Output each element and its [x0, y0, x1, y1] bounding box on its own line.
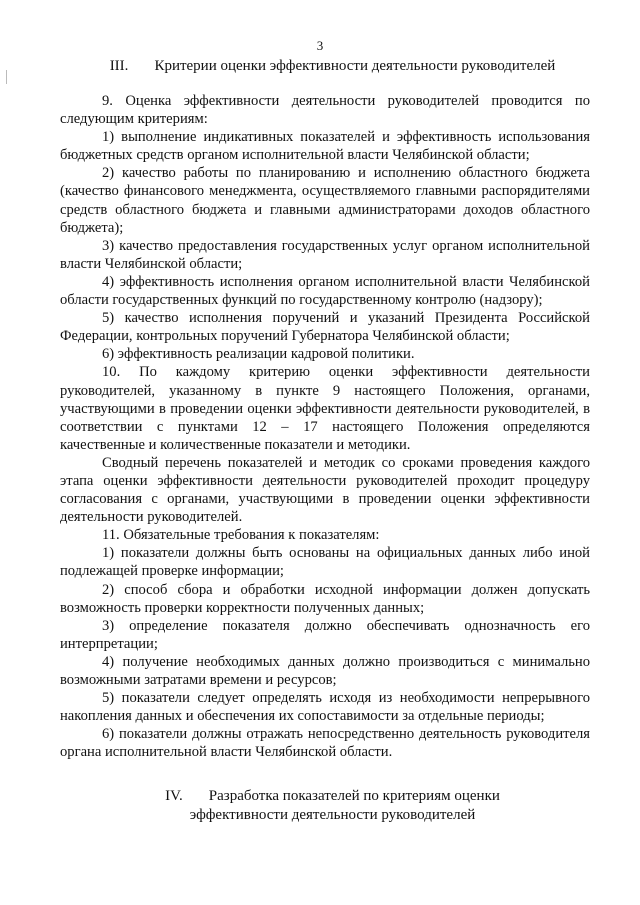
section-3-title: Критерии оценки эффективности деятельности руководителей [154, 58, 556, 74]
section-3-heading [60, 57, 605, 76]
paragraph-summary-list: Сводный перечень показателей и методик со сроками проведения каждого этапа оценки эффективности деятельности руководителей проходит процедуру согласования с органами, участвующими в проведении оценки эффективности деятельности руководителей. [60, 454, 590, 526]
criterion-6: 6) эффективность реализации кадровой политики. [102, 346, 415, 363]
paragraph-9: 9. Оценка эффективности деятельности руководителей проводится по следующим критериям: [60, 93, 590, 128]
requirement-4: 4) получение необходимых данных должно производиться с минимально возможными затратами времени и ресурсов; [60, 653, 590, 688]
section-3-numeral: III. [109, 58, 129, 74]
criterion-2: 2) качество работы по планированию и исполнению областного бюджета (качество финансового менеджмента, осуществляемого главными распорядителями средств областного бюджета и главными администраторами доходов областного бюджета); [60, 165, 590, 236]
criterion-4: 4) эффективность исполнения органом исполнительной власти Челябинской области государственных функций по государственному контролю (надзору); [60, 273, 590, 309]
section-4-title-line-2: эффективности деятельности руководителей [189, 807, 476, 823]
requirement-3: 3) определение показателя должно обеспечивать однозначность его интерпретации; [60, 617, 590, 652]
requirement-6: 6) показатели должны отражать непосредственно деятельность руководителя органа исполнительной власти Челябинской области. [60, 726, 590, 761]
document-body [60, 92, 590, 761]
scan-margin-mark [6, 70, 7, 84]
paragraph-11: 11. Обязательные требования к показателям: [102, 527, 380, 544]
criterion-1: 1) выполнение индикативных показателей и эффективность использования бюджетных средств органом исполнительной власти Челябинской области; [60, 129, 590, 164]
requirement-5: 5) показатели следует определять исходя из необходимости непрерывного накопления данных и обеспечения их сопоставимости за отдельные периоды; [60, 690, 590, 725]
criterion-3: 3) качество предоставления государственных услуг органом исполнительной власти Челябинской области; [60, 237, 590, 272]
paragraph-10: 10. По каждому критерию оценки эффективности деятельности руководителей, указанному в пункте 9 настоящего Положения, органами, участвующими в проведении оценки эффективности деятельности руководителей, в соответствии с пунктами 12 – 17 настоящего Положения определяются качественные и количественные показатели и методики. [60, 364, 590, 453]
section-4-title-line-1: Разработка показателей по критериям оценки [208, 788, 500, 804]
section-4-numeral: IV. [165, 788, 183, 804]
requirement-2: 2) способ сбора и обработки исходной информации должен допускать возможность проверки корректности полученных данных; [60, 581, 590, 616]
section-4-heading [60, 787, 605, 825]
criterion-5: 5) качество исполнения поручений и указаний Президента Российской Федерации, контрольных поручений Губернатора Челябинской области; [60, 310, 590, 345]
page-number: 3 [316, 38, 324, 53]
requirement-1: 1) показатели должны быть основаны на официальных данных либо иной подлежащей проверке информации; [60, 545, 590, 580]
